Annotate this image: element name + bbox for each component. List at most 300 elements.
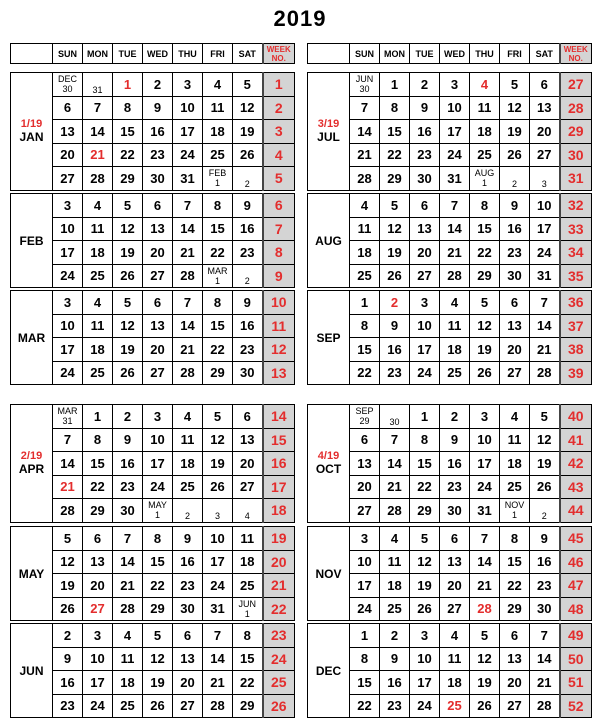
day-cell: 25 — [173, 475, 203, 499]
day-cell: 19 — [113, 338, 143, 362]
day-header-wed: WED — [440, 44, 470, 64]
day-cell: 10 — [530, 194, 560, 218]
day-cell: 7 — [530, 291, 560, 315]
day-cell: 10 — [203, 527, 233, 551]
week-number-cell: 31 — [560, 167, 592, 191]
day-cell: 8 — [500, 527, 530, 551]
transition-month: JUN — [238, 598, 256, 609]
day-cell: 24 — [203, 574, 233, 598]
week-number-cell: 16 — [263, 452, 295, 476]
day-cell: 13 — [500, 647, 530, 671]
week-row — [308, 527, 592, 551]
quarter-label: 4/19 — [317, 450, 340, 463]
day-cell: 15 — [500, 550, 530, 574]
day-cell: 18 — [500, 452, 530, 476]
day-cell: 13 — [410, 217, 440, 241]
transition-day: 1 — [481, 178, 487, 189]
day-cell: 24 — [410, 361, 440, 385]
day-cell: 24 — [53, 361, 83, 385]
day-cell: 18 — [470, 120, 500, 144]
transition-day: 30 — [62, 84, 73, 95]
day-cell: 3 — [410, 624, 440, 648]
week-number-cell: 2 — [263, 96, 295, 120]
month-label — [11, 405, 53, 523]
day-header-tue: TUE — [113, 44, 143, 64]
day-cell: 12 — [530, 428, 560, 452]
day-cell: 31 — [203, 597, 233, 621]
day-cell: 3 — [53, 194, 83, 218]
day-cell: 13 — [53, 120, 83, 144]
day-cell: 17 — [440, 120, 470, 144]
day-cell: 23 — [143, 143, 173, 167]
day-cell: 8 — [470, 194, 500, 218]
transition-month: SEP — [355, 406, 374, 417]
week-row — [11, 527, 295, 551]
day-cell: 30 — [143, 167, 173, 191]
transition-day: 1 — [214, 178, 220, 189]
day-cell: 14 — [173, 314, 203, 338]
day-cell: 18 — [440, 671, 470, 695]
holiday-day-cell: 21 — [53, 475, 83, 499]
day-cell: 10 — [53, 314, 83, 338]
day-cell: 4 — [173, 405, 203, 429]
day-cell: 14 — [470, 550, 500, 574]
week-number-cell: 5 — [263, 167, 295, 191]
day-cell: 7 — [203, 624, 233, 648]
day-cell: 10 — [53, 217, 83, 241]
month-name: MAR — [17, 330, 46, 345]
month-transition-cell — [350, 405, 380, 429]
week-row — [308, 291, 592, 315]
day-cell: 5 — [143, 624, 173, 648]
adjacent-month-day-cell: 3 — [530, 167, 560, 191]
month-label — [308, 405, 350, 523]
day-cell: 19 — [203, 452, 233, 476]
week-row — [11, 194, 295, 218]
day-cell: 5 — [470, 291, 500, 315]
day-cell: 16 — [233, 314, 263, 338]
adjacent-month-day-cell: 2 — [233, 264, 263, 288]
week-number-cell: 21 — [263, 574, 295, 598]
week-row — [11, 405, 295, 429]
adjacent-month-day-cell: 4 — [233, 499, 263, 523]
day-cell: 22 — [203, 338, 233, 362]
week-row — [11, 264, 295, 288]
day-cell: 6 — [143, 194, 173, 218]
week-row — [308, 671, 592, 695]
transition-month: NOV — [504, 500, 525, 511]
day-cell: 18 — [350, 241, 380, 265]
week-row — [11, 217, 295, 241]
day-cell: 14 — [380, 452, 410, 476]
day-cell: 11 — [440, 647, 470, 671]
day-cell: 16 — [500, 217, 530, 241]
week-row — [308, 499, 592, 523]
day-cell: 13 — [350, 452, 380, 476]
quarter-label: 3/19 — [317, 118, 340, 131]
day-cell: 6 — [350, 428, 380, 452]
day-cell: 14 — [113, 550, 143, 574]
holiday-day-cell: 28 — [470, 597, 500, 621]
header-row — [11, 44, 295, 64]
day-cell: 12 — [470, 314, 500, 338]
day-cell: 19 — [233, 120, 263, 144]
day-cell: 10 — [470, 428, 500, 452]
day-cell: 8 — [380, 96, 410, 120]
day-header-sat: SAT — [233, 44, 263, 64]
day-cell: 24 — [53, 264, 83, 288]
holiday-day-cell: 27 — [83, 597, 113, 621]
day-cell: 20 — [83, 574, 113, 598]
day-cell: 28 — [173, 264, 203, 288]
day-cell: 15 — [113, 120, 143, 144]
day-cell: 26 — [530, 475, 560, 499]
day-cell: 7 — [83, 96, 113, 120]
month-transition-cell — [53, 73, 83, 97]
week-row — [11, 694, 295, 718]
week-number-cell: 32 — [560, 194, 592, 218]
day-cell: 22 — [203, 241, 233, 265]
week-number-cell: 9 — [263, 264, 295, 288]
day-cell: 20 — [173, 671, 203, 695]
day-cell: 2 — [113, 405, 143, 429]
month-label — [11, 624, 53, 718]
day-cell: 31 — [530, 264, 560, 288]
transition-month: MAR — [207, 265, 228, 276]
holiday-day-cell: 1 — [113, 73, 143, 97]
day-cell: 19 — [113, 241, 143, 265]
day-cell: 25 — [350, 264, 380, 288]
month-transition-cell — [350, 73, 380, 97]
day-cell: 7 — [53, 428, 83, 452]
day-cell: 13 — [143, 217, 173, 241]
week-row — [11, 167, 295, 191]
day-cell: 26 — [113, 264, 143, 288]
month-block-apr — [10, 404, 295, 523]
day-cell: 15 — [350, 338, 380, 362]
calendar-year-title: 2019 — [273, 6, 327, 31]
day-cell: 2 — [53, 624, 83, 648]
day-cell: 27 — [350, 499, 380, 523]
day-cell: 27 — [530, 143, 560, 167]
transition-day: 1 — [154, 510, 160, 521]
day-cell: 6 — [530, 73, 560, 97]
week-row — [308, 405, 592, 429]
day-cell: 10 — [173, 96, 203, 120]
day-cell: 28 — [203, 694, 233, 718]
day-cell: 24 — [470, 475, 500, 499]
day-cell: 17 — [83, 671, 113, 695]
day-header-fri: FRI — [203, 44, 233, 64]
day-cell: 22 — [350, 361, 380, 385]
week-number-cell: 20 — [263, 550, 295, 574]
month-block-jun — [10, 623, 295, 718]
day-cell: 12 — [53, 550, 83, 574]
day-cell: 7 — [440, 194, 470, 218]
adjacent-month-day-cell: 2 — [173, 499, 203, 523]
day-cell: 25 — [233, 574, 263, 598]
day-cell: 27 — [53, 167, 83, 191]
day-cell: 26 — [410, 597, 440, 621]
holiday-day-cell: 21 — [83, 143, 113, 167]
day-cell: 3 — [83, 624, 113, 648]
week-row — [308, 264, 592, 288]
day-cell: 20 — [530, 120, 560, 144]
day-cell: 28 — [350, 167, 380, 191]
week-row — [11, 143, 295, 167]
day-cell: 9 — [380, 314, 410, 338]
day-cell: 25 — [203, 143, 233, 167]
header-blank-cell — [11, 44, 53, 64]
day-cell: 18 — [173, 452, 203, 476]
quarter-label: 1/19 — [20, 118, 43, 131]
transition-month: DEC — [57, 74, 77, 85]
week-row — [11, 647, 295, 671]
week-row — [11, 73, 295, 97]
day-cell: 22 — [113, 143, 143, 167]
day-cell: 13 — [83, 550, 113, 574]
week-number-cell: 28 — [560, 96, 592, 120]
day-cell: 18 — [203, 120, 233, 144]
day-cell: 30 — [410, 167, 440, 191]
day-cell: 7 — [173, 291, 203, 315]
day-cell: 11 — [83, 217, 113, 241]
month-transition-cell — [233, 597, 263, 621]
week-number-cell: 23 — [263, 624, 295, 648]
week-number-cell: 15 — [263, 428, 295, 452]
day-cell: 5 — [113, 291, 143, 315]
day-cell: 26 — [53, 597, 83, 621]
day-cell: 12 — [203, 428, 233, 452]
day-cell: 16 — [53, 671, 83, 695]
week-number-header: WEEK NO. — [263, 44, 295, 64]
day-cell: 18 — [440, 338, 470, 362]
day-cell: 4 — [113, 624, 143, 648]
day-cell: 6 — [410, 194, 440, 218]
day-cell: 12 — [233, 96, 263, 120]
transition-day: 30 — [359, 84, 370, 95]
month-label — [308, 194, 350, 288]
day-cell: 20 — [350, 475, 380, 499]
day-cell: 28 — [530, 694, 560, 718]
day-cell: 21 — [173, 241, 203, 265]
month-transition-cell — [143, 499, 173, 523]
day-cell: 13 — [143, 314, 173, 338]
week-number-cell: 45 — [560, 527, 592, 551]
week-row — [308, 194, 592, 218]
week-row — [11, 624, 295, 648]
adjacent-month-day-cell: 2 — [233, 167, 263, 191]
holiday-day-cell: 25 — [440, 694, 470, 718]
day-cell: 27 — [440, 597, 470, 621]
day-cell: 11 — [203, 96, 233, 120]
month-name: OCT — [315, 462, 342, 477]
day-cell: 30 — [440, 499, 470, 523]
holiday-day-cell: 2 — [380, 291, 410, 315]
day-cell: 25 — [83, 361, 113, 385]
day-cell: 6 — [233, 405, 263, 429]
day-header-thu: THU — [173, 44, 203, 64]
day-cell: 22 — [470, 241, 500, 265]
day-cell: 10 — [143, 428, 173, 452]
day-cell: 17 — [53, 338, 83, 362]
day-cell: 29 — [143, 597, 173, 621]
day-cell: 23 — [380, 694, 410, 718]
day-cell: 23 — [380, 361, 410, 385]
day-cell: 9 — [143, 96, 173, 120]
day-cell: 4 — [380, 527, 410, 551]
transition-month: AUG — [474, 168, 495, 179]
day-cell: 22 — [410, 475, 440, 499]
day-cell: 6 — [500, 291, 530, 315]
day-cell: 20 — [410, 241, 440, 265]
month-name: JUL — [317, 130, 340, 145]
day-cell: 26 — [143, 694, 173, 718]
week-row — [308, 452, 592, 476]
day-header-sun: SUN — [350, 44, 380, 64]
day-cell: 26 — [470, 361, 500, 385]
day-cell: 23 — [113, 475, 143, 499]
day-cell: 8 — [113, 96, 143, 120]
day-cell: 9 — [440, 428, 470, 452]
day-cell: 23 — [173, 574, 203, 598]
day-cell: 26 — [500, 143, 530, 167]
day-cell: 20 — [143, 241, 173, 265]
month-transition-cell — [203, 264, 233, 288]
month-label — [308, 624, 350, 718]
day-header-fri: FRI — [500, 44, 530, 64]
week-number-cell: 34 — [560, 241, 592, 265]
day-cell: 4 — [83, 291, 113, 315]
day-cell: 2 — [380, 624, 410, 648]
adjacent-month-day-cell: 30 — [380, 405, 410, 429]
day-cell: 15 — [470, 217, 500, 241]
day-cell: 21 — [470, 574, 500, 598]
week-number-cell: 25 — [263, 671, 295, 695]
day-cell: 27 — [143, 361, 173, 385]
day-cell: 29 — [410, 499, 440, 523]
week-number-cell: 41 — [560, 428, 592, 452]
month-name: SEP — [316, 330, 341, 345]
day-cell: 20 — [233, 452, 263, 476]
day-cell: 5 — [470, 624, 500, 648]
week-row — [308, 217, 592, 241]
week-number-cell: 6 — [263, 194, 295, 218]
month-block-oct — [307, 404, 592, 523]
week-number-cell: 11 — [263, 314, 295, 338]
day-cell: 12 — [113, 217, 143, 241]
day-cell: 19 — [410, 574, 440, 598]
day-cell: 31 — [470, 499, 500, 523]
day-cell: 28 — [83, 167, 113, 191]
day-cell: 17 — [203, 550, 233, 574]
day-cell: 31 — [173, 167, 203, 191]
day-cell: 23 — [233, 241, 263, 265]
day-cell: 10 — [410, 647, 440, 671]
week-number-cell: 47 — [560, 574, 592, 598]
quarter-label: 2/19 — [20, 450, 43, 463]
day-cell: 1 — [350, 624, 380, 648]
month-name: FEB — [19, 233, 44, 248]
week-row — [11, 241, 295, 265]
day-cell: 26 — [380, 264, 410, 288]
week-number-cell: 27 — [560, 73, 592, 97]
day-cell: 24 — [440, 143, 470, 167]
day-cell: 17 — [350, 574, 380, 598]
day-cell: 3 — [440, 73, 470, 97]
month-block-may — [10, 526, 295, 621]
month-label — [308, 527, 350, 621]
day-cell: 29 — [500, 597, 530, 621]
day-cell: 26 — [233, 143, 263, 167]
day-cell: 7 — [173, 194, 203, 218]
day-cell: 20 — [143, 338, 173, 362]
day-cell: 21 — [530, 671, 560, 695]
day-cell: 27 — [173, 694, 203, 718]
day-cell: 23 — [410, 143, 440, 167]
week-number-cell: 1 — [263, 73, 295, 97]
day-cell: 20 — [440, 574, 470, 598]
month-block-sep — [307, 290, 592, 385]
adjacent-month-day-cell: 3 — [203, 499, 233, 523]
day-cell: 28 — [173, 361, 203, 385]
week-row — [308, 694, 592, 718]
day-cell: 12 — [113, 314, 143, 338]
adjacent-month-day-cell: 2 — [500, 167, 530, 191]
day-cell: 17 — [173, 120, 203, 144]
day-cell: 30 — [233, 361, 263, 385]
day-cell: 12 — [380, 217, 410, 241]
day-cell: 5 — [410, 527, 440, 551]
week-number-cell: 24 — [263, 647, 295, 671]
day-cell: 16 — [173, 550, 203, 574]
day-cell: 9 — [233, 194, 263, 218]
week-row — [308, 624, 592, 648]
day-header-mon: MON — [380, 44, 410, 64]
day-cell: 8 — [143, 527, 173, 551]
week-number-cell: 48 — [560, 597, 592, 621]
week-number-cell: 38 — [560, 338, 592, 362]
day-cell: 16 — [380, 671, 410, 695]
day-cell: 18 — [113, 671, 143, 695]
day-cell: 4 — [440, 624, 470, 648]
day-cell: 12 — [143, 647, 173, 671]
day-cell: 4 — [500, 405, 530, 429]
day-cell: 17 — [143, 452, 173, 476]
day-cell: 28 — [53, 499, 83, 523]
day-cell: 24 — [410, 694, 440, 718]
day-cell: 24 — [143, 475, 173, 499]
transition-day: 31 — [62, 416, 73, 427]
day-cell: 26 — [470, 694, 500, 718]
day-cell: 17 — [53, 241, 83, 265]
day-cell: 14 — [53, 452, 83, 476]
week-row — [308, 167, 592, 191]
day-cell: 5 — [53, 527, 83, 551]
day-cell: 1 — [410, 405, 440, 429]
week-number-cell: 26 — [263, 694, 295, 718]
holiday-day-cell: 4 — [470, 73, 500, 97]
day-header-mon: MON — [83, 44, 113, 64]
month-name: AUG — [315, 233, 342, 248]
day-cell: 6 — [173, 624, 203, 648]
week-number-cell: 51 — [560, 671, 592, 695]
day-cell: 15 — [203, 217, 233, 241]
week-number-cell: 29 — [560, 120, 592, 144]
day-cell: 3 — [173, 73, 203, 97]
day-cell: 18 — [83, 241, 113, 265]
day-cell: 21 — [173, 338, 203, 362]
